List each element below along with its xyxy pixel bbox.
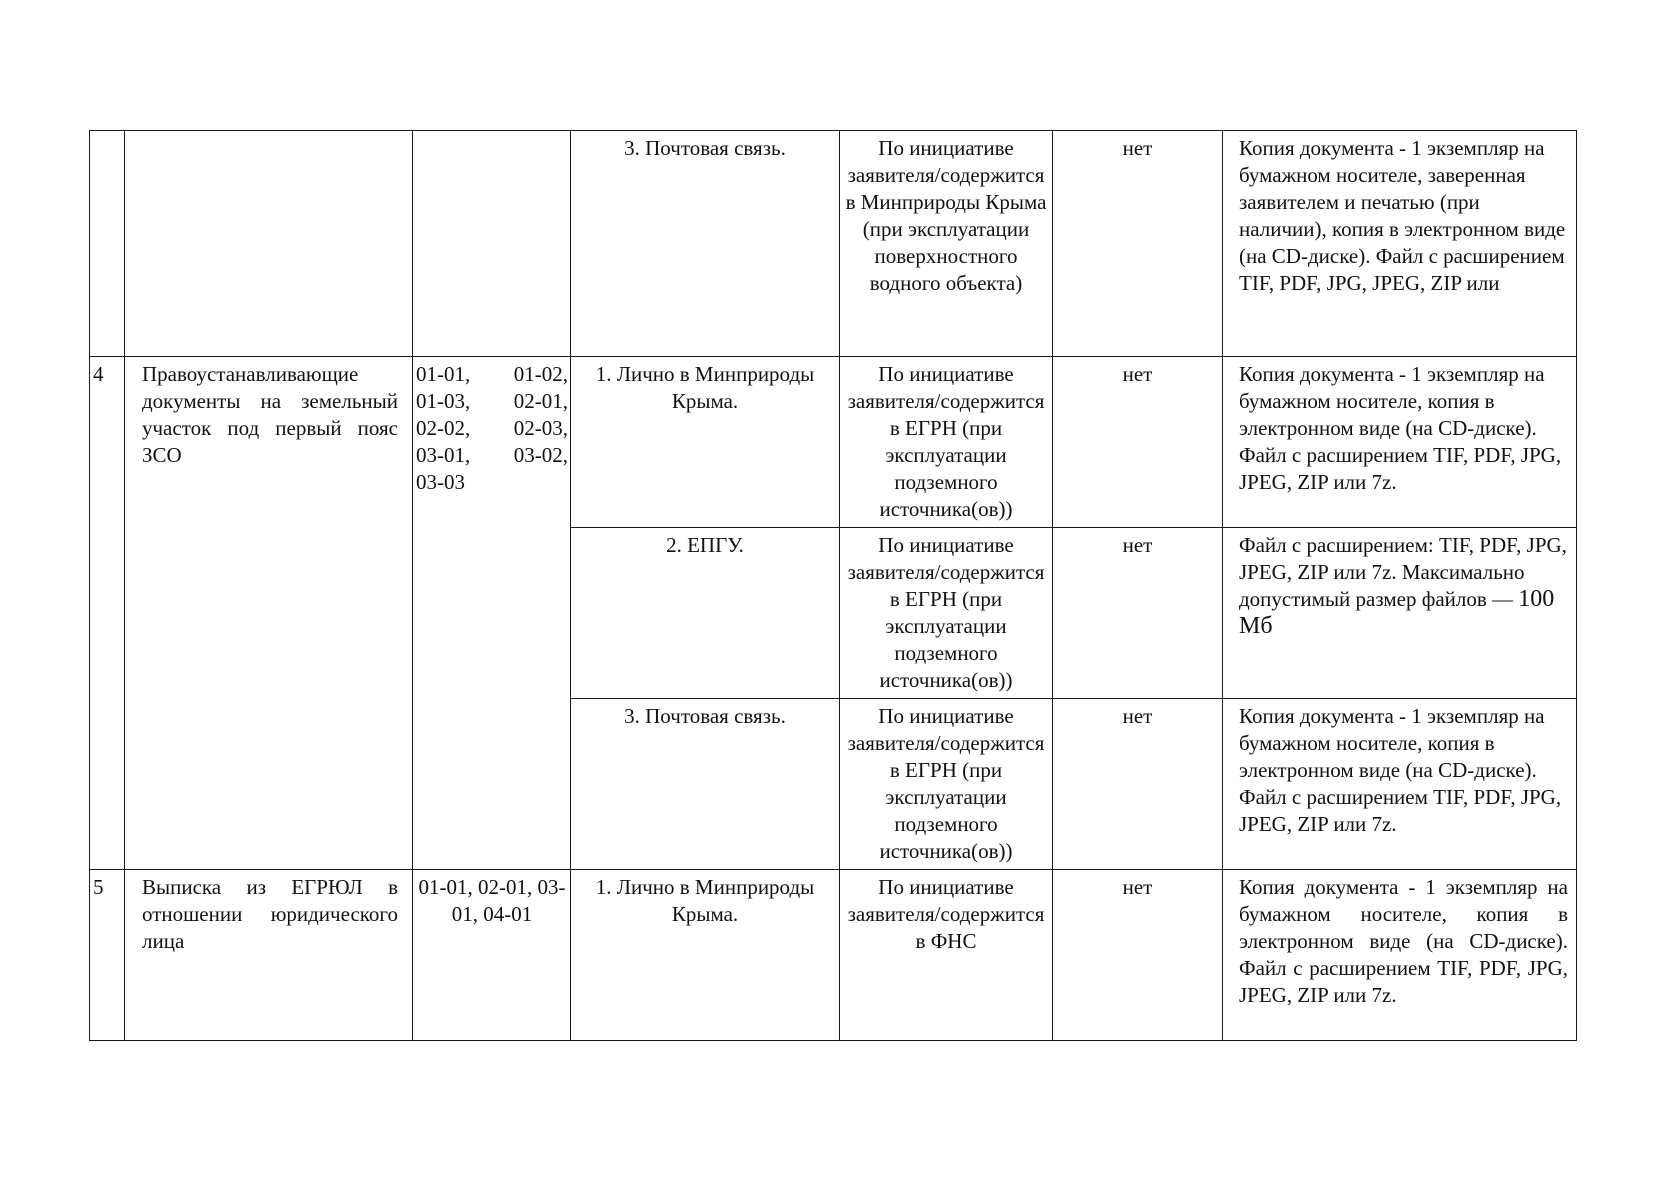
service-code: 03-02, <box>513 443 568 467</box>
document-name: Выписка из ЕГРЮЛ в отношении юридического лица <box>125 870 413 1041</box>
document-requirements: Копия документа - 1 экземпляр на бумажном носителе, копия в электронном виде (на CD-диске). Файл с расширением TIF, PDF, JPG, JPEG, ZIP или 7z. <box>1223 357 1577 528</box>
service-codes <box>413 131 571 357</box>
document-name <box>125 131 413 357</box>
row-number: 5 <box>90 870 125 1041</box>
document-name: Правоустанавливающие документы на земельный участок под первый пояс ЗСО <box>125 357 413 870</box>
submission-method: 3. Почтовая связь. <box>571 131 840 357</box>
service-code: 01-01, <box>416 362 471 386</box>
document-requirements <box>1223 528 1577 699</box>
service-code: 02-02, <box>416 416 471 440</box>
table-row <box>90 870 1577 1041</box>
service-code: 02-01, <box>513 389 568 413</box>
codes-grid <box>416 361 568 496</box>
documents-table <box>89 130 1577 1041</box>
max-file-size: 100 Мб <box>1239 586 1555 639</box>
row-number <box>90 131 125 357</box>
fee-flag: нет <box>1053 357 1223 528</box>
initiative-source: По инициативе заявителя/содержится в ЕГРН (при эксплуатации подземного источника(ов)) <box>840 699 1053 870</box>
initiative-source: По инициативе заявителя/содержится в Минприроды Крыма (при эксплуатации поверхностного водного объекта) <box>840 131 1053 357</box>
initiative-source: По инициативе заявителя/содержится в ЕГРН (при эксплуатации подземного источника(ов)) <box>840 528 1053 699</box>
service-codes: 01-01, 02-01, 03-01, 04-01 <box>413 870 571 1041</box>
initiative-source: По инициативе заявителя/содержится в ФНС <box>840 870 1053 1041</box>
submission-method: 3. Почтовая связь. <box>571 699 840 870</box>
service-codes <box>413 357 571 870</box>
fee-flag: нет <box>1053 699 1223 870</box>
service-code: 03-03 <box>416 470 465 494</box>
document-requirements: Копия документа - 1 экземпляр на бумажном носителе, заверенная заявителем и печатью (при наличии), копия в электронном виде (на CD-диске). Файл с расширением TIF, PDF, JPG, JPEG, ZIP или <box>1223 131 1577 357</box>
document-requirements: Копия документа - 1 экземпляр на бумажном носителе, копия в электронном виде (на CD-диске). Файл с расширением TIF, PDF, JPG, JPEG, ZIP или 7z. <box>1223 699 1577 870</box>
submission-method: 1. Лично в Минприроды Крыма. <box>571 357 840 528</box>
requirements-text: Файл с расширением: TIF, PDF, JPG, JPEG, ZIP или 7z. Максимально допустимый размер файлов — <box>1239 533 1567 611</box>
document-requirements: Копия документа - 1 экземпляр на бумажном носителе, копия в электронном виде (на CD-диске). Файл с расширением TIF, PDF, JPG, JPEG, ZIP или 7z. <box>1223 870 1577 1041</box>
table-row <box>90 131 1577 357</box>
fee-flag: нет <box>1053 870 1223 1041</box>
service-code: 03-01, <box>416 443 471 467</box>
service-code: 02-03, <box>513 416 568 440</box>
service-code: 01-03, <box>416 389 471 413</box>
submission-method: 1. Лично в Минприроды Крыма. <box>571 870 840 1041</box>
service-code: 01-02, <box>513 362 568 386</box>
fee-flag: нет <box>1053 528 1223 699</box>
fee-flag: нет <box>1053 131 1223 357</box>
table-row <box>90 357 1577 528</box>
initiative-source: По инициативе заявителя/содержится в ЕГРН (при эксплуатации подземного источника(ов)) <box>840 357 1053 528</box>
submission-method: 2. ЕПГУ. <box>571 528 840 699</box>
row-number: 4 <box>90 357 125 870</box>
